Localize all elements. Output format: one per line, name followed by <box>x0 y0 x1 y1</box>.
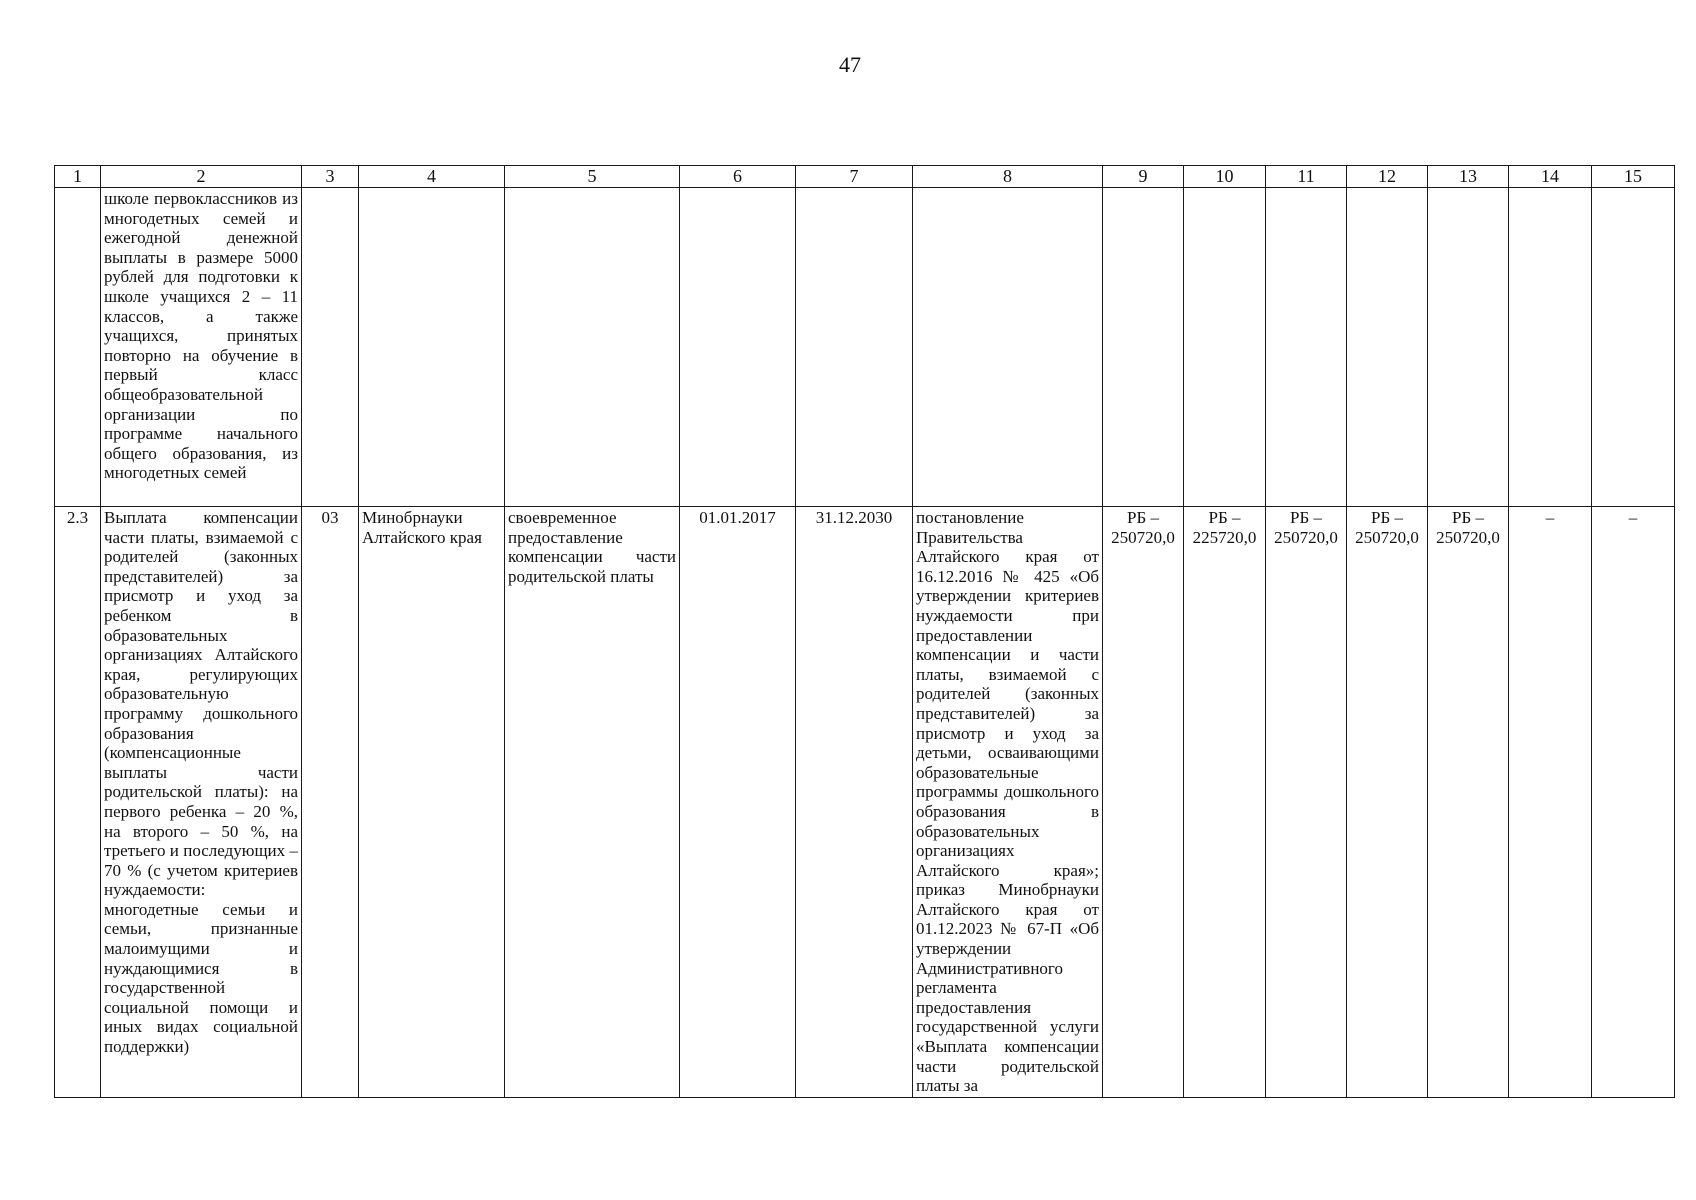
cell-funding-2 <box>1184 507 1266 1098</box>
measures-table <box>54 165 1675 1098</box>
cell-measure-continuation: школе первоклассников из многодетных семей и ежегодной денежной выплаты в размере 5000 рублей для подготовки к школе учащихся 2 – 11 классов, а также учащихся, принятых повторно на обучение в первый класс общеобразовательной организации по программе начального общего образования, из многодетных семей <box>101 188 302 507</box>
cell-end-date <box>796 188 913 507</box>
cell-legal-basis: постановление Правительства Алтайского края от 16.12.2016 № 425 «Об утверждении критериев нуждаемости при предоставлении компенсации и части платы, взимаемой с родителей (законных представителей) за присмотр и уход за детьми, осваивающими образовательные программы дошкольного образования в образовательных организациях Алтайского края»; приказ Минобрнауки Алтайского края от 01.12.2023 № 67-П «Об утверждении Административного регламента предоставления государственной услуги «Выплата компенсации части родительской платы за <box>913 507 1103 1098</box>
funding-source: РБ – <box>1127 508 1159 527</box>
header-cell-13: 13 <box>1428 166 1509 188</box>
page-number: 47 <box>839 52 861 77</box>
funding-amount: 225720,0 <box>1192 527 1257 547</box>
cell-result: своевременное предоставление компенсации части родительской платы <box>505 507 680 1098</box>
cell-col15 <box>1592 188 1675 507</box>
cell-funding-1 <box>1103 507 1184 1098</box>
header-cell-9: 9 <box>1103 166 1184 188</box>
cell-end-date: 31.12.2030 <box>796 507 913 1098</box>
cell-number: 2.3 <box>55 507 101 1098</box>
cell-col15: – <box>1592 507 1675 1098</box>
funding-source: РБ – <box>1452 508 1484 527</box>
funding-source: РБ – <box>1290 508 1322 527</box>
cell-funding-5 <box>1428 188 1509 507</box>
cell-legal-basis <box>913 188 1103 507</box>
header-cell-3: 3 <box>302 166 359 188</box>
cell-col14: – <box>1509 507 1592 1098</box>
cell-funding-3 <box>1266 507 1347 1098</box>
table-row-2-3 <box>55 507 1675 1098</box>
funding-amount: 250720,0 <box>1111 527 1175 547</box>
header-cell-10: 10 <box>1184 166 1266 188</box>
funding-source: РБ – <box>1371 508 1403 527</box>
cell-funding-3 <box>1266 188 1347 507</box>
cell-col14 <box>1509 188 1592 507</box>
header-cell-14: 14 <box>1509 166 1592 188</box>
cell-executor <box>359 188 505 507</box>
funding-source: РБ – <box>1208 508 1241 527</box>
cell-funding-5 <box>1428 507 1509 1098</box>
cell-number <box>55 188 101 507</box>
header-cell-15: 15 <box>1592 166 1675 188</box>
cell-start-date <box>680 188 796 507</box>
cell-code <box>302 188 359 507</box>
cell-result <box>505 188 680 507</box>
header-cell-2: 2 <box>101 166 302 188</box>
cell-executor: Минобрнауки Алтайского края <box>359 507 505 1098</box>
cell-measure: Выплата компенсации части платы, взимаемой с родителей (законных представителей) за присмотр и уход за ребенком в образовательных организациях Алтайского края, регулирующих образовательную программу дошкольного образования (компенсационные выплаты части родительской платы): на первого ребенка – 20 %, на второго – 50 %, на третьего и последующих – 70 % (с учетом критериев нуждаемости: многодетные семьи и семьи, признанные малоимущими и нуждающимися в государственной социальной помощи и иных видах социальной поддержки) <box>101 507 302 1098</box>
cell-funding-1 <box>1103 188 1184 507</box>
cell-funding-4 <box>1347 507 1428 1098</box>
header-cell-5: 5 <box>505 166 680 188</box>
header-cell-6: 6 <box>680 166 796 188</box>
header-cell-12: 12 <box>1347 166 1428 188</box>
table-row-continuation <box>55 188 1675 507</box>
funding-amount: 250720,0 <box>1355 527 1419 547</box>
header-cell-7: 7 <box>796 166 913 188</box>
header-cell-8: 8 <box>913 166 1103 188</box>
funding-amount: 250720,0 <box>1436 527 1500 547</box>
header-cell-4: 4 <box>359 166 505 188</box>
cell-start-date: 01.01.2017 <box>680 507 796 1098</box>
cell-funding-4 <box>1347 188 1428 507</box>
header-cell-1: 1 <box>55 166 101 188</box>
header-row <box>55 166 1675 188</box>
cell-code: 03 <box>302 507 359 1098</box>
header-cell-11: 11 <box>1266 166 1347 188</box>
cell-funding-2 <box>1184 188 1266 507</box>
funding-amount: 250720,0 <box>1274 527 1338 547</box>
